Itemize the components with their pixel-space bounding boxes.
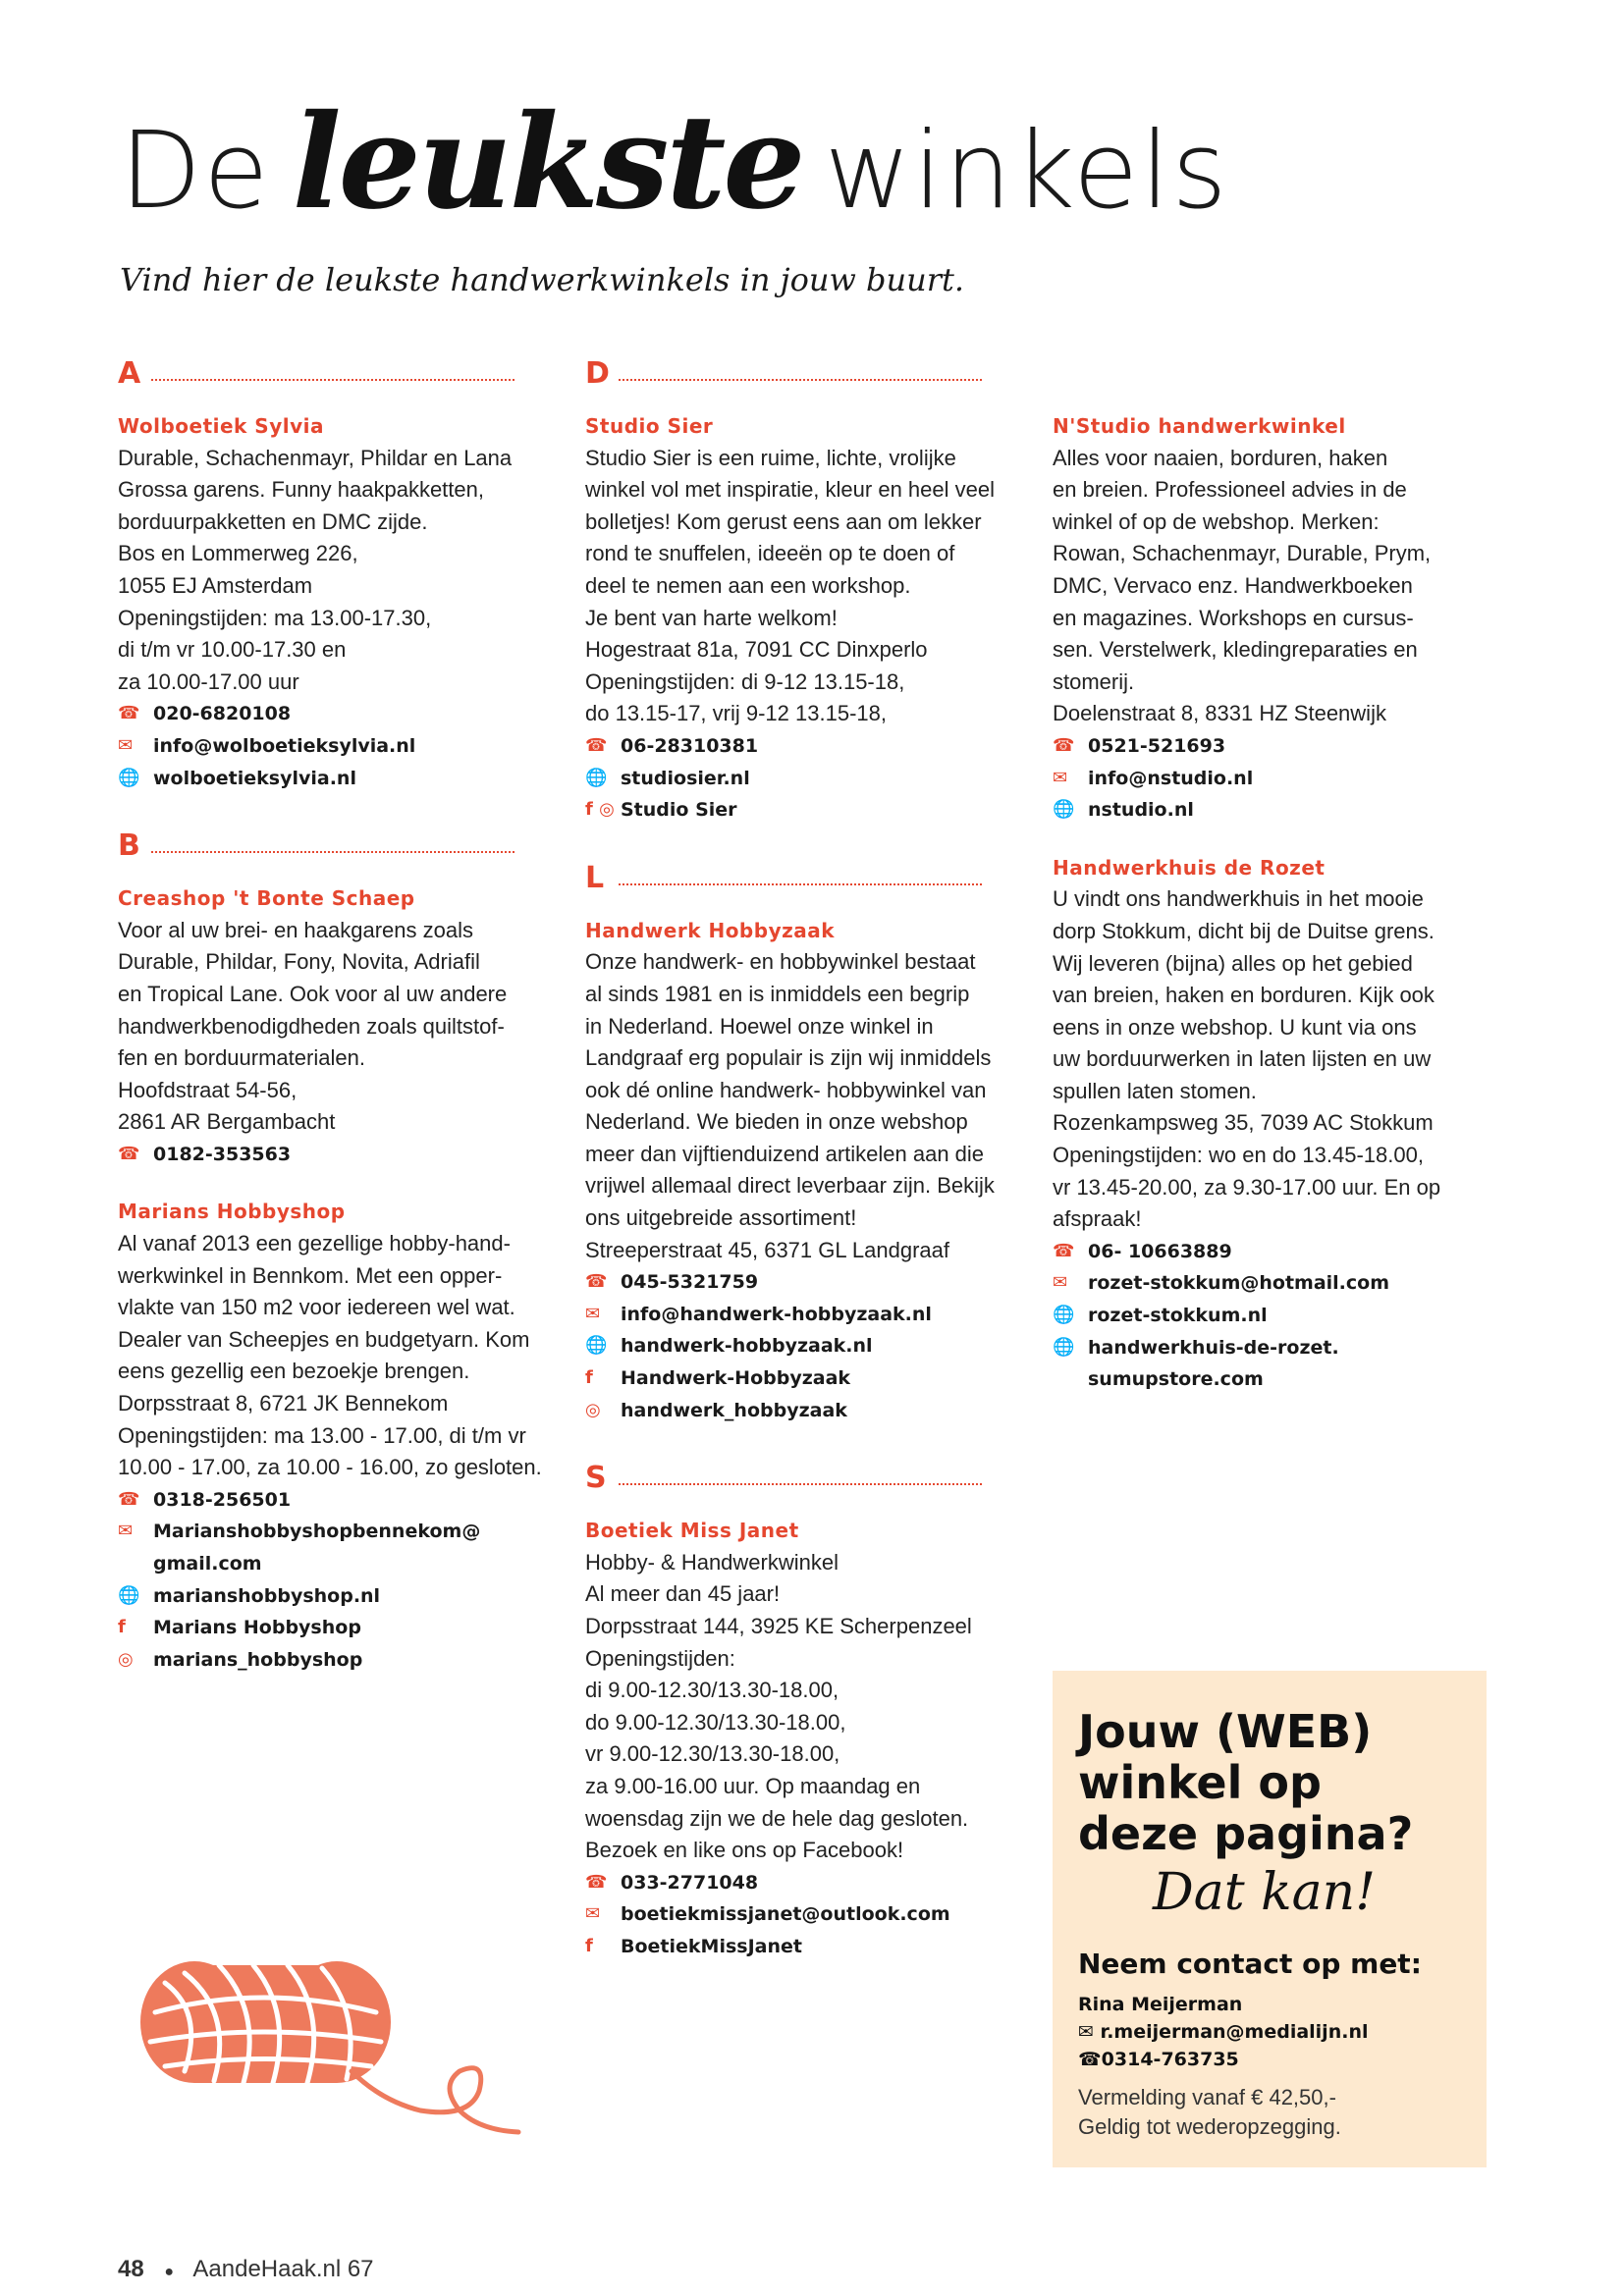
shop-line: winkel of op de webshop. Merken:: [1053, 508, 1380, 534]
shop-line: vrijwel allemaal direct leverbaar zijn. Bekijk: [585, 1173, 995, 1199]
globe-icon: 🌐: [585, 1335, 608, 1357]
facebook-icon: f: [118, 1617, 126, 1638]
shop-line: do 13.15-17, vrij 9-12 13.15-18,: [585, 701, 887, 726]
shop-line: do 9.00-12.30/13.30-18.00,: [585, 1709, 846, 1735]
phone-icon: ☎: [118, 703, 140, 724]
title-word-leukste: leukste: [292, 86, 803, 239]
shop-line: Dealer van Scheepjes en budgetyarn. Kom: [118, 1326, 530, 1352]
shop-line: di 9.00-12.30/13.30-18.00,: [585, 1678, 839, 1703]
shop-line: uw borduurwerken in laten lijsten en uw: [1053, 1046, 1432, 1072]
shop-line: Openingstijden: wo en do 13.45-18.00,: [1053, 1143, 1424, 1168]
shop-name: Handwerkhuis de Rozet: [1053, 855, 1326, 880]
shop-line: Openingstijden: ma 13.00-17.30,: [118, 605, 432, 630]
globe-icon: 🌐: [1053, 799, 1075, 821]
shop-line: meer dan vijftienduizend artikelen aan die: [585, 1141, 985, 1166]
shop-line: winkel vol met inspiratie, kleur en heel veel: [585, 477, 995, 503]
shop-line: en Tropical Lane. Ook voor al uw andere: [118, 981, 508, 1006]
shop-name: Studio Sier: [585, 414, 714, 438]
shop-line: Dorpsstraat 144, 3925 KE Scherpenzeel: [585, 1614, 972, 1638]
dotted-divider: [151, 379, 514, 381]
contact-phone[interactable]: ☎ 0318-256501: [118, 1484, 550, 1517]
section-letter-b: B: [118, 820, 550, 861]
shop-line: 1055 EJ Amsterdam: [118, 572, 313, 598]
shop-line: fen en borduurmaterialen.: [118, 1045, 365, 1071]
shop-line: Landgraaf erg populair is zijn wij inmiddels: [585, 1045, 992, 1071]
shop-line: Je bent van harte welkom!: [585, 605, 838, 630]
phone-icon: ☎: [118, 1488, 140, 1510]
shop-line: Durable, Schachenmayr, Phildar en Lana: [118, 445, 513, 470]
contact-phone[interactable]: ☎ 0521-521693: [1053, 730, 1494, 763]
section-letter-l: L: [585, 852, 1017, 893]
mail-icon: ✉: [1053, 1272, 1068, 1294]
shop-line: rond te snuffelen, ideeën op te doen of: [585, 541, 955, 566]
promo-dat-kan: Dat kan!: [1153, 1863, 1377, 1922]
promo-email[interactable]: ✉ r.meijerman@medialijn.nl: [1078, 2021, 1369, 2043]
yarn-ball-illustration: [126, 1944, 538, 2140]
shop-name: N'Studio handwerkwinkel: [1053, 414, 1346, 438]
contact-phone[interactable]: ☎ 045-5321759: [585, 1266, 1017, 1299]
contact-email[interactable]: ✉ rozet-stokkum@hotmail.com: [1053, 1267, 1494, 1300]
spacer: [1053, 344, 1494, 410]
contact-email[interactable]: ✉ info@wolboetieksylvia.nl: [118, 730, 550, 763]
phone-icon: ☎: [585, 1271, 608, 1293]
shop-studio-sier: [585, 410, 1017, 827]
contact-email[interactable]: ✉ boetiekmissjanet@outlook.com: [585, 1898, 1017, 1931]
shop-marians-hobbyshop: [118, 1196, 550, 1676]
promo-contact-person: Rina Meijerman ✉ r.meijerman@medialijn.nl ☎0314-763735: [1078, 1991, 1368, 2073]
contact-web[interactable]: 🌐 rozet-stokkum.nl: [1053, 1300, 1494, 1332]
shop-line: Nederland. We bieden in onze webshop: [585, 1109, 968, 1135]
contact-web[interactable]: 🌐 wolboetieksylvia.nl: [118, 763, 550, 795]
column-3: [1053, 344, 1494, 1421]
shop-line: deel te nemen aan een workshop.: [585, 572, 911, 598]
shop-name: Marians Hobbyshop: [118, 1200, 346, 1224]
shop-line: Alles voor naaien, borduren, haken: [1053, 445, 1388, 470]
shop-line: 2861 AR Bergambacht: [118, 1109, 336, 1135]
shop-line: Hobby- & Handwerkwinkel: [585, 1549, 839, 1575]
shop-line: Al meer dan 45 jaar!: [585, 1581, 781, 1607]
shop-line: ook dé online handwerk- hobbywinkel van: [585, 1077, 987, 1102]
footer-separator: ●: [164, 2264, 175, 2280]
title-word-de: De: [120, 110, 271, 233]
contact-email[interactable]: ✉ info@handwerk-hobbyzaak.nl: [585, 1299, 1017, 1331]
section-letter-d: D: [585, 347, 1017, 389]
facebook-icon: f: [585, 1935, 593, 1956]
page-title: [120, 86, 1229, 243]
shop-name: Wolboetiek Sylvia: [118, 414, 324, 438]
globe-icon: 🌐: [118, 1584, 140, 1606]
shop-line: Studio Sier is een ruime, lichte, vrolijke: [585, 445, 956, 470]
shop-line: Doelenstraat 8, 8331 HZ Steenwijk: [1053, 701, 1386, 726]
shop-wolboetiek-sylvia: [118, 410, 550, 794]
shop-line: DMC, Vervaco enz. Handwerkboeken: [1053, 572, 1413, 598]
shop-creashop: [118, 882, 550, 1170]
shop-line: vlakte van 150 m2 voor iedereen wel wat.: [118, 1295, 515, 1320]
contact-web[interactable]: 🌐 handwerk-hobbyzaak.nl: [585, 1330, 1017, 1362]
page-number: 48: [118, 2256, 144, 2282]
advertise-promo-box: [1053, 1671, 1487, 2167]
phone-icon: ☎: [118, 1143, 140, 1164]
contact-phone[interactable]: ☎ 06- 10663889: [1053, 1236, 1494, 1268]
phone-icon: ☎: [585, 734, 608, 756]
shop-line: borduurpakketten en DMC zijde.: [118, 508, 428, 534]
shop-line: stomerij.: [1053, 668, 1135, 694]
shop-line: vr 13.45-20.00, za 9.30-17.00 uur. En op: [1053, 1174, 1441, 1200]
shop-line: Openingstijden: ma 13.00 - 17.00, di t/m vr: [118, 1422, 526, 1448]
shop-line: Streeperstraat 45, 6371 GL Landgraaf: [585, 1237, 949, 1262]
contact-phone[interactable]: ☎ 033-2771048: [585, 1867, 1017, 1899]
shop-name: Boetiek Miss Janet: [585, 1519, 799, 1543]
globe-icon: 🌐: [585, 767, 608, 788]
shop-line: en magazines. Workshops en cursus-: [1053, 605, 1414, 630]
shop-line: Dorpsstraat 8, 6721 JK Bennekom: [118, 1391, 449, 1416]
contact-facebook[interactable]: f Marians Hobbyshop: [118, 1612, 550, 1644]
shop-line: Openingstijden:: [585, 1645, 735, 1671]
shop-line: Al vanaf 2013 een gezellige hobby-hand-: [118, 1231, 511, 1256]
contact-web[interactable]: 🌐 marianshobbyshop.nl: [118, 1580, 550, 1613]
shop-line: woensdag zijn we de hele dag gesloten.: [585, 1805, 969, 1831]
promo-headline: Jouw (WEB) winkel op deze pagina?: [1078, 1705, 1414, 1860]
page-footer: [118, 2256, 374, 2283]
globe-icon: 🌐: [1053, 1305, 1075, 1326]
shop-line: afspraak!: [1053, 1206, 1142, 1232]
shop-line: werkwinkel in Bennkom. Met een opper-: [118, 1262, 503, 1288]
mail-icon: ✉: [1078, 2021, 1101, 2043]
phone-icon: ☎: [1053, 734, 1075, 756]
contact-social[interactable]: f ◎ Studio Sier: [585, 794, 1017, 827]
shop-line: van breien, haken en borduren. Kijk ook: [1053, 983, 1435, 1008]
shop-line: dorp Stokkum, dicht bij de Duitse grens.: [1053, 918, 1435, 943]
contact-facebook[interactable]: f BoetiekMissJanet: [585, 1931, 1017, 1963]
shop-handwerkhuis-de-rozet: [1053, 852, 1494, 1396]
section-letter-a: A: [118, 347, 550, 389]
mail-icon: ✉: [118, 734, 134, 756]
instagram-icon: ◎: [585, 1399, 601, 1420]
shop-line: Bezoek en like ons op Facebook!: [585, 1838, 904, 1863]
shop-line: Rowan, Schachenmayr, Durable, Prym,: [1053, 541, 1432, 566]
contact-phone[interactable]: ☎ 06-28310381: [585, 730, 1017, 763]
shop-line: handwerkbenodigdheden zoals quiltstof-: [118, 1013, 505, 1039]
shop-line: eens in onze webshop. U kunt via ons: [1053, 1014, 1417, 1040]
shop-line: Rozenkampsweg 35, 7039 AC Stokkum: [1053, 1110, 1434, 1136]
contact-web[interactable]: 🌐 nstudio.nl: [1053, 794, 1494, 827]
shop-name: Handwerk Hobbyzaak: [585, 918, 836, 942]
section-letter-s: S: [585, 1452, 1017, 1493]
dotted-divider: [151, 851, 514, 853]
shop-line: ons uitgebreide assortiment!: [585, 1205, 857, 1231]
page-subtitle: Vind hier de leukste handwerkwinkels in jouw buurt.: [120, 261, 965, 298]
column-1: [118, 344, 550, 1701]
shop-line: vr 9.00-12.30/13.30-18.00,: [585, 1741, 840, 1767]
mail-icon: ✉: [585, 1903, 601, 1925]
contact-instagram[interactable]: ◎ handwerk_hobbyzaak: [585, 1395, 1017, 1427]
mail-icon: ✉: [1053, 767, 1068, 788]
shop-line: eens gezellig een bezoekje brengen.: [118, 1359, 470, 1384]
dotted-divider: [619, 1483, 982, 1485]
contact-email[interactable]: ✉ Marianshobbyshopbennekom@ gmail.com: [118, 1516, 550, 1579]
shop-line: sen. Verstelwerk, kledingreparaties en: [1053, 637, 1418, 663]
shop-line: bolletjes! Kom gerust eens aan om lekker: [585, 508, 982, 534]
instagram-icon: ◎: [118, 1648, 134, 1670]
shop-line: Hogestraat 81a, 7091 CC Dinxperlo: [585, 637, 928, 663]
contact-phone[interactable]: ☎ 0182-353563: [118, 1139, 550, 1171]
shop-line: in Nederland. Hoewel onze winkel in: [585, 1013, 934, 1039]
shop-line: Grossa garens. Funny haakpakketten,: [118, 477, 484, 503]
title-word-winkels: winkels: [824, 110, 1229, 233]
contact-web[interactable]: 🌐 studiosier.nl: [585, 763, 1017, 795]
globe-icon: 🌐: [118, 767, 140, 788]
contact-web-2[interactable]: 🌐 handwerkhuis-de-rozet. sumupstore.com: [1053, 1332, 1494, 1396]
shop-line: Openingstijden: di 9-12 13.15-18,: [585, 668, 905, 694]
shop-line: al sinds 1981 en is inmiddels een begrip: [585, 981, 970, 1006]
globe-icon: 🌐: [1053, 1336, 1075, 1358]
shop-line: Onze handwerk- en hobbywinkel bestaat: [585, 949, 976, 975]
mail-icon: ✉: [585, 1303, 601, 1324]
shop-line: Hoofdstraat 54-56,: [118, 1077, 298, 1102]
promo-contact-heading: Neem contact op met:: [1078, 1948, 1422, 1980]
contact-instagram[interactable]: ◎ marians_hobbyshop: [118, 1644, 550, 1677]
shop-boetiek-miss-janet: [585, 1515, 1017, 1962]
shop-name: Creashop 't Bonte Schaep: [118, 886, 415, 911]
shop-line: en breien. Professioneel advies in de: [1053, 477, 1407, 503]
facebook-instagram-icon: f ◎: [585, 799, 615, 821]
dotted-divider: [619, 379, 982, 381]
footer-site: AandeHaak.nl 67: [192, 2256, 374, 2282]
phone-icon: ☎: [585, 1871, 608, 1893]
shop-line: U vindt ons handwerkhuis in het mooie: [1053, 886, 1424, 912]
column-2: [585, 344, 1017, 1989]
mail-icon: ✉: [118, 1521, 134, 1542]
dotted-divider: [619, 883, 982, 885]
shop-line: spullen laten stomen.: [1053, 1078, 1257, 1103]
phone-icon: ☎: [1078, 2049, 1102, 2070]
shop-line: Bos en Lommerweg 226,: [118, 541, 358, 566]
promo-price: Vermelding vanaf € 42,50,- Geldig tot wederopzegging.: [1078, 2085, 1341, 2139]
shop-line: Durable, Phildar, Fony, Novita, Adriafil: [118, 949, 480, 975]
shop-line: Wij leveren (bijna) alles op het gebied: [1053, 950, 1413, 976]
shop-line: 10.00 - 17.00, za 10.00 - 16.00, zo gesloten.: [118, 1455, 542, 1480]
phone-icon: ☎: [1053, 1240, 1075, 1261]
shop-line: Voor al uw brei- en haakgarens zoals: [118, 917, 473, 942]
shop-line: za 10.00-17.00 uur: [118, 668, 299, 694]
contact-facebook[interactable]: f Handwerk-Hobbyzaak: [585, 1362, 1017, 1395]
promo-phone[interactable]: ☎0314-763735: [1078, 2049, 1239, 2070]
shop-line: za 9.00-16.00 uur. Op maandag en: [585, 1773, 921, 1798]
contact-email[interactable]: ✉ info@nstudio.nl: [1053, 763, 1494, 795]
shop-nstudio: [1053, 410, 1494, 827]
shop-handwerk-hobbyzaak: [585, 915, 1017, 1427]
shop-line: di t/m vr 10.00-17.30 en: [118, 637, 347, 663]
contact-phone[interactable]: ☎ 020-6820108: [118, 698, 550, 730]
facebook-icon: f: [585, 1367, 593, 1389]
